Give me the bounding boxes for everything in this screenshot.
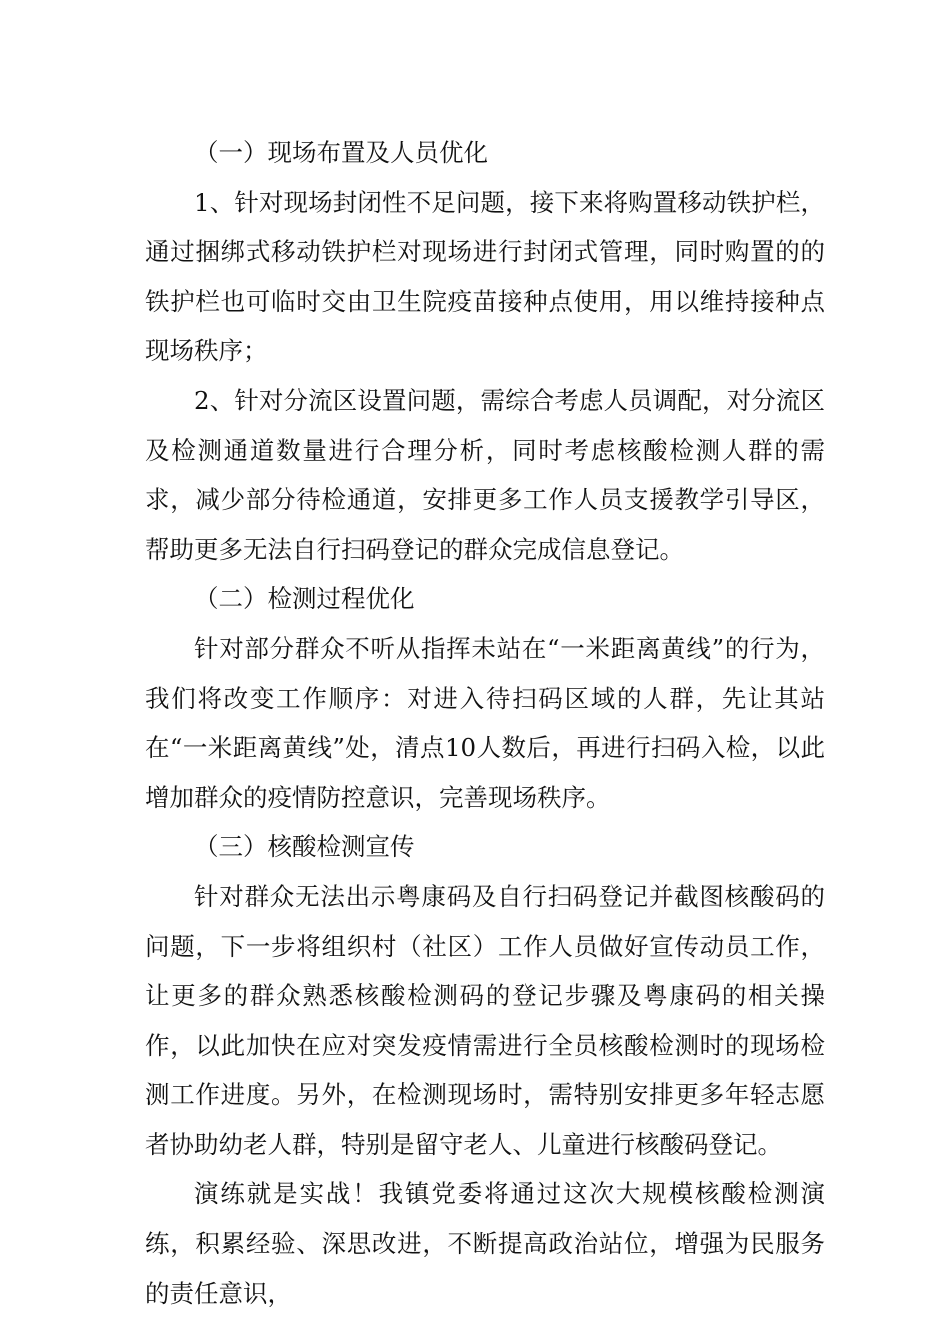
paragraph-1-2: 2、针对分流区设置问题，需综合考虑人员调配，对分流区及检测通道数量进行合理分析，同时考虑核酸检测人群的需求，减少部分待检通道，安排更多工作人员支援教学引导区，帮助更多无法自行扫码登记的群众完成信息登记。 <box>145 385 825 564</box>
paragraph-3-1: 针对群众无法出示粤康码及自行扫码登记并截图核酸码的问题，下一步将组织村（社区）工作人员做好宣传动员工作，让更多的群众熟悉核酸检测码的登记步骤及粤康码的相关操作，以此加快在应对突发疫情需进行全员核酸检测时的现场检测工作进度。另外，在检测现场时，需特别安排更多年轻志愿者协助幼老人群，特别是留守老人、儿童进行核酸码登记。 <box>145 881 825 1159</box>
paragraph-2-1: 针对部分群众不听从指挥未站在“一米距离黄线”的行为，我们将改变工作顺序：对进入待扫码区域的人群，先让其站在“一米距离黄线”处，清点10人数后，再进行扫码入检，以此增加群众的疫情防控意识，完善现场秩序。 <box>145 633 825 812</box>
section-heading-3: （三）核酸检测宣传 <box>194 832 415 862</box>
document-body <box>145 128 825 1318</box>
section-heading-1: （一）现场布置及人员优化 <box>194 138 488 167</box>
paragraph-1-1: 1、针对现场封闭性不足问题，接下来将购置移动铁护栏，通过捆绑式移动铁护栏对现场进行封闭式管理，同时购置的的铁护栏也可临时交由卫生院疫苗接种点使用，用以维持接种点现场秩序； <box>145 187 825 366</box>
paragraph-3-2: 演练就是实战！我镇党委将通过这次大规模核酸检测演练，积累经验、深思改进，不断提高政治站位，增强为民服务的责任意识， <box>145 1179 825 1308</box>
section-heading-2: （二）检测过程优化 <box>194 584 415 614</box>
